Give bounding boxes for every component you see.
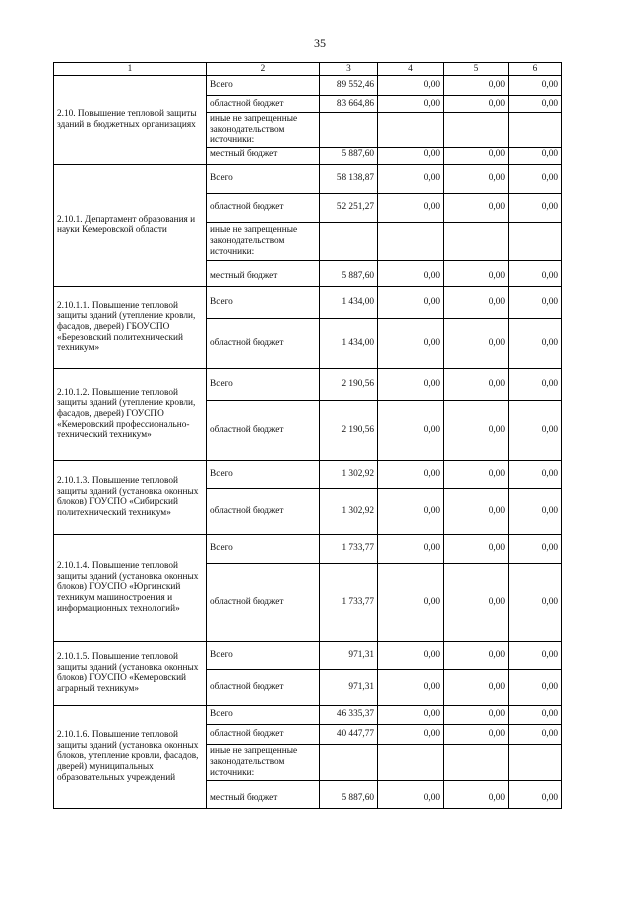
amount-cell-col-4: 0,00 bbox=[378, 96, 444, 113]
measure-name-cell: 2.10.1.4. Повышение тепловой защиты зданий (установка оконных блоков) ГОУСПО «Юргинский техникум машиностроения и информационных технологий» bbox=[54, 534, 207, 641]
amount-cell-col-4: 0,00 bbox=[378, 534, 444, 563]
amount-cell-col-3: 1 302,92 bbox=[320, 488, 378, 534]
column-header-3: 3 bbox=[320, 63, 378, 76]
funding-source-cell: местный бюджет bbox=[207, 148, 320, 165]
amount-cell-col-5: 0,00 bbox=[444, 488, 509, 534]
column-header-1: 1 bbox=[54, 63, 207, 76]
amount-cell-col-4: 0,00 bbox=[378, 780, 444, 808]
amount-cell-col-5: 0,00 bbox=[444, 318, 509, 368]
amount-cell-col-6: 0,00 bbox=[509, 286, 562, 318]
table-row bbox=[54, 705, 562, 724]
amount-cell-col-5 bbox=[444, 113, 509, 148]
amount-cell-col-6: 0,00 bbox=[509, 669, 562, 705]
amount-cell-col-5: 0,00 bbox=[444, 96, 509, 113]
funding-source-cell: областной бюджет bbox=[207, 488, 320, 534]
amount-cell-col-4: 0,00 bbox=[378, 193, 444, 222]
funding-source-cell: Всего bbox=[207, 534, 320, 563]
funding-source-cell: областной бюджет bbox=[207, 724, 320, 744]
funding-source-cell: областной бюджет bbox=[207, 96, 320, 113]
amount-cell-col-4: 0,00 bbox=[378, 260, 444, 286]
amount-cell-col-5: 0,00 bbox=[444, 148, 509, 165]
amount-cell-col-3: 46 335,37 bbox=[320, 705, 378, 724]
amount-cell-col-3: 5 887,60 bbox=[320, 148, 378, 165]
amount-cell-col-3 bbox=[320, 744, 378, 780]
funding-source-cell: иные не запрещенные законодательством источники: bbox=[207, 222, 320, 260]
column-header-2: 2 bbox=[207, 63, 320, 76]
funding-source-cell: областной бюджет bbox=[207, 563, 320, 641]
amount-cell-col-4 bbox=[378, 113, 444, 148]
amount-cell-col-6: 0,00 bbox=[509, 534, 562, 563]
amount-cell-col-5: 0,00 bbox=[444, 563, 509, 641]
amount-cell-col-5: 0,00 bbox=[444, 260, 509, 286]
measure-name-cell: 2.10.1.1. Повышение тепловой защиты зданий (утепление кровли, фасадов, дверей) ГБОУСПО «Березовский политехнический техникум» bbox=[54, 286, 207, 368]
amount-cell-col-3: 1 434,00 bbox=[320, 318, 378, 368]
amount-cell-col-4: 0,00 bbox=[378, 488, 444, 534]
amount-cell-col-6: 0,00 bbox=[509, 400, 562, 460]
amount-cell-col-3: 40 447,77 bbox=[320, 724, 378, 744]
amount-cell-col-3 bbox=[320, 113, 378, 148]
amount-cell-col-4: 0,00 bbox=[378, 76, 444, 96]
table-row bbox=[54, 641, 562, 669]
funding-source-cell: областной бюджет bbox=[207, 400, 320, 460]
amount-cell-col-6: 0,00 bbox=[509, 148, 562, 165]
amount-cell-col-5: 0,00 bbox=[444, 460, 509, 488]
funding-source-cell: Всего bbox=[207, 460, 320, 488]
amount-cell-col-3: 89 552,46 bbox=[320, 76, 378, 96]
amount-cell-col-4: 0,00 bbox=[378, 460, 444, 488]
amount-cell-col-5: 0,00 bbox=[444, 724, 509, 744]
table-row bbox=[54, 76, 562, 96]
funding-source-cell: областной бюджет bbox=[207, 669, 320, 705]
amount-cell-col-5 bbox=[444, 222, 509, 260]
amount-cell-col-3: 1 434,00 bbox=[320, 286, 378, 318]
amount-cell-col-5: 0,00 bbox=[444, 76, 509, 96]
column-header-5: 5 bbox=[444, 63, 509, 76]
amount-cell-col-3: 971,31 bbox=[320, 641, 378, 669]
table-row bbox=[54, 164, 562, 193]
table-row bbox=[54, 460, 562, 488]
measure-name-cell: 2.10. Повышение тепловой защиты зданий в бюджетных организациях bbox=[54, 76, 207, 165]
table-body bbox=[54, 76, 562, 809]
amount-cell-col-6: 0,00 bbox=[509, 641, 562, 669]
amount-cell-col-3: 52 251,27 bbox=[320, 193, 378, 222]
table-row bbox=[54, 368, 562, 400]
funding-source-cell: областной бюджет bbox=[207, 318, 320, 368]
amount-cell-col-6: 0,00 bbox=[509, 318, 562, 368]
amount-cell-col-4: 0,00 bbox=[378, 164, 444, 193]
page-number: 35 bbox=[314, 36, 326, 50]
amount-cell-col-5: 0,00 bbox=[444, 193, 509, 222]
funding-source-cell: местный бюджет bbox=[207, 260, 320, 286]
amount-cell-col-5: 0,00 bbox=[444, 534, 509, 563]
funding-source-cell: Всего bbox=[207, 286, 320, 318]
amount-cell-col-3: 2 190,56 bbox=[320, 368, 378, 400]
funding-source-cell: иные не запрещенные законодательством источники: bbox=[207, 113, 320, 148]
amount-cell-col-3: 1 302,92 bbox=[320, 460, 378, 488]
table-row bbox=[54, 286, 562, 318]
amount-cell-col-5 bbox=[444, 744, 509, 780]
amount-cell-col-6: 0,00 bbox=[509, 260, 562, 286]
funding-source-cell: Всего bbox=[207, 76, 320, 96]
amount-cell-col-4 bbox=[378, 222, 444, 260]
amount-cell-col-5: 0,00 bbox=[444, 286, 509, 318]
measure-name-cell: 2.10.1.3. Повышение тепловой защиты зданий (установка оконных блоков) ГОУСПО «Сибирский политехнический техникум» bbox=[54, 460, 207, 534]
measure-name-cell: 2.10.1.2. Повышение тепловой защиты зданий (утепление кровли, фасадов, дверей) ГОУСПО «Кемеровский профессионально-технический техникум» bbox=[54, 368, 207, 460]
amount-cell-col-6 bbox=[509, 222, 562, 260]
amount-cell-col-6: 0,00 bbox=[509, 164, 562, 193]
amount-cell-col-3: 1 733,77 bbox=[320, 563, 378, 641]
amount-cell-col-4: 0,00 bbox=[378, 724, 444, 744]
amount-cell-col-4: 0,00 bbox=[378, 669, 444, 705]
amount-cell-col-5: 0,00 bbox=[444, 780, 509, 808]
funding-source-cell: Всего bbox=[207, 368, 320, 400]
amount-cell-col-3: 5 887,60 bbox=[320, 260, 378, 286]
amount-cell-col-3: 971,31 bbox=[320, 669, 378, 705]
amount-cell-col-6: 0,00 bbox=[509, 705, 562, 724]
amount-cell-col-4 bbox=[378, 744, 444, 780]
amount-cell-col-4: 0,00 bbox=[378, 705, 444, 724]
funding-source-cell: областной бюджет bbox=[207, 193, 320, 222]
amount-cell-col-6 bbox=[509, 113, 562, 148]
amount-cell-col-3: 5 887,60 bbox=[320, 780, 378, 808]
amount-cell-col-6: 0,00 bbox=[509, 780, 562, 808]
amount-cell-col-5: 0,00 bbox=[444, 368, 509, 400]
amount-cell-col-3: 58 138,87 bbox=[320, 164, 378, 193]
amount-cell-col-5: 0,00 bbox=[444, 400, 509, 460]
amount-cell-col-3 bbox=[320, 222, 378, 260]
budget-table bbox=[53, 62, 562, 809]
amount-cell-col-4: 0,00 bbox=[378, 641, 444, 669]
amount-cell-col-4: 0,00 bbox=[378, 318, 444, 368]
amount-cell-col-6: 0,00 bbox=[509, 96, 562, 113]
amount-cell-col-3: 83 664,86 bbox=[320, 96, 378, 113]
amount-cell-col-5: 0,00 bbox=[444, 641, 509, 669]
funding-source-cell: Всего bbox=[207, 641, 320, 669]
table-row bbox=[54, 534, 562, 563]
amount-cell-col-5: 0,00 bbox=[444, 705, 509, 724]
amount-cell-col-4: 0,00 bbox=[378, 400, 444, 460]
funding-source-cell: Всего bbox=[207, 705, 320, 724]
amount-cell-col-6: 0,00 bbox=[509, 193, 562, 222]
amount-cell-col-3: 1 733,77 bbox=[320, 534, 378, 563]
amount-cell-col-4: 0,00 bbox=[378, 563, 444, 641]
column-header-6: 6 bbox=[509, 63, 562, 76]
amount-cell-col-6 bbox=[509, 744, 562, 780]
amount-cell-col-6: 0,00 bbox=[509, 724, 562, 744]
amount-cell-col-6: 0,00 bbox=[509, 488, 562, 534]
amount-cell-col-6: 0,00 bbox=[509, 76, 562, 96]
funding-source-cell: местный бюджет bbox=[207, 780, 320, 808]
amount-cell-col-5: 0,00 bbox=[444, 164, 509, 193]
amount-cell-col-6: 0,00 bbox=[509, 460, 562, 488]
measure-name-cell: 2.10.1.6. Повышение тепловой защиты зданий (установка оконных блоков, утепление кровли, фасадов, дверей) муниципальных образовательных учреждений bbox=[54, 705, 207, 808]
measure-name-cell: 2.10.1. Департамент образования и науки Кемеровской области bbox=[54, 164, 207, 286]
amount-cell-col-6: 0,00 bbox=[509, 563, 562, 641]
funding-source-cell: иные не запрещенные законодательством источники: bbox=[207, 744, 320, 780]
funding-source-cell: Всего bbox=[207, 164, 320, 193]
amount-cell-col-4: 0,00 bbox=[378, 286, 444, 318]
amount-cell-col-4: 0,00 bbox=[378, 368, 444, 400]
amount-cell-col-6: 0,00 bbox=[509, 368, 562, 400]
amount-cell-col-5: 0,00 bbox=[444, 669, 509, 705]
amount-cell-col-3: 2 190,56 bbox=[320, 400, 378, 460]
amount-cell-col-4: 0,00 bbox=[378, 148, 444, 165]
column-header-4: 4 bbox=[378, 63, 444, 76]
table-header-row bbox=[54, 63, 562, 76]
measure-name-cell: 2.10.1.5. Повышение тепловой защиты зданий (установка оконных блоков) ГОУСПО «Кемеровский аграрный техникум» bbox=[54, 641, 207, 705]
